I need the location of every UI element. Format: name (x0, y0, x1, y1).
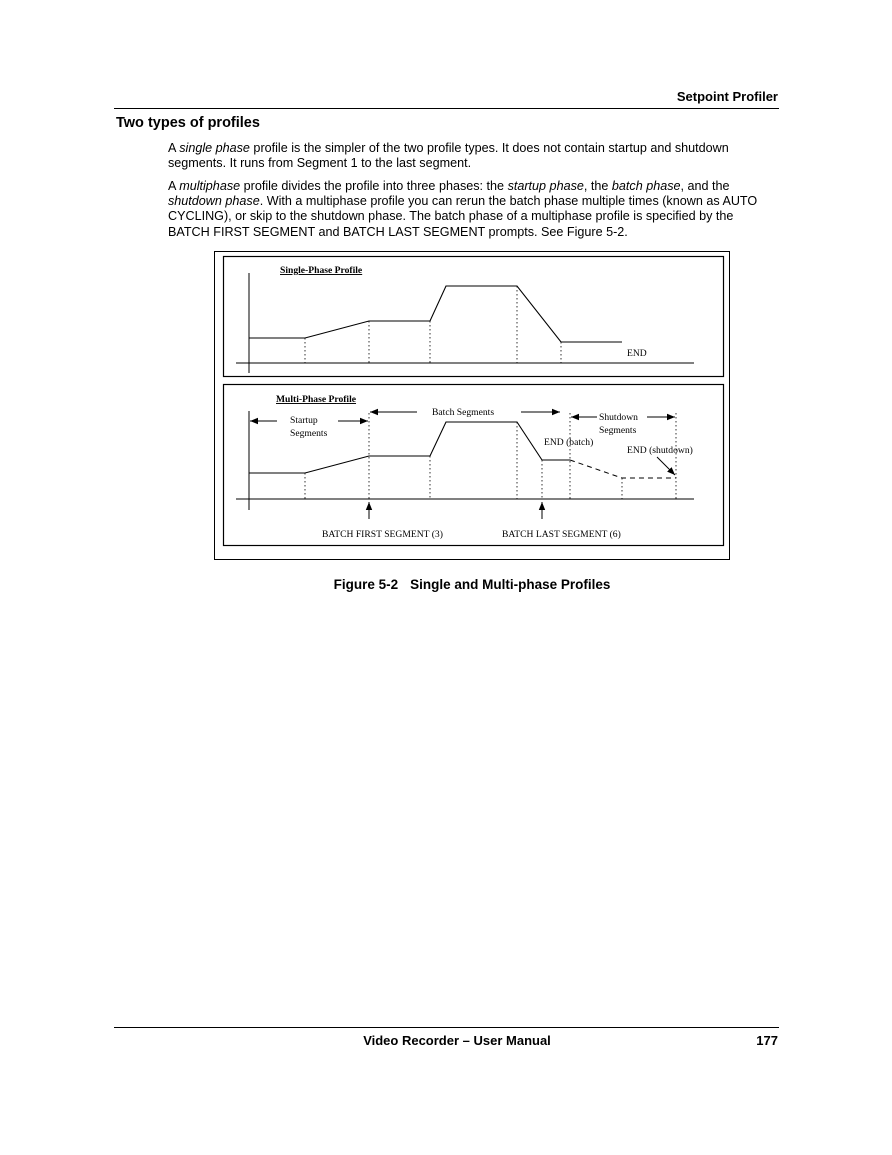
header-rule (114, 108, 779, 109)
profile-figure (214, 251, 730, 561)
end-batch-label: END (batch) (544, 437, 594, 448)
end-shutdown-label: END (shutdown) (627, 445, 693, 456)
paragraph-single-phase: A single phase profile is the simpler of the two profile types. It does not contain startup and shutdown segments. It runs from Segment 1 to the last segment. (168, 141, 729, 171)
single-end-label: END (627, 348, 647, 359)
footer-rule (114, 1027, 779, 1028)
multi-phase-panel (224, 385, 724, 546)
batch-segments-label: Batch Segments (432, 407, 495, 418)
startup-label-line1: Startup (290, 415, 318, 426)
startup-label-line2: Segments (290, 428, 328, 439)
paragraph-multiphase: A multiphase profile divides the profile into three phases: the startup phase, the batch phase, and the shutdown phase. With a multiphase profile you can rerun the batch phase multiple times (known as AUTO CYCLING), or skip to the shutdown phase. The batch phase of a multiphase profile is specified by the BATCH FIRST SEGMENT and BATCH LAST SEGMENT prompts. See Figure 5-2. (168, 179, 758, 239)
running-header: Setpoint Profiler (676, 89, 778, 104)
single-phase-panel (224, 257, 724, 377)
multi-phase-title: Multi-Phase Profile (276, 394, 357, 405)
section-title: Two types of profiles (116, 115, 260, 131)
page-number: 177 (756, 1033, 778, 1048)
batch-last-segment-label: BATCH LAST SEGMENT (6) (502, 529, 621, 540)
shutdown-label-line2: Segments (599, 425, 637, 436)
single-phase-title: Single-Phase Profile (280, 265, 363, 276)
footer-title: Video Recorder – User Manual (363, 1033, 551, 1048)
shutdown-label-line1: Shutdown (599, 412, 638, 423)
batch-first-segment-label: BATCH FIRST SEGMENT (3) (322, 529, 443, 540)
figure-caption: Figure 5-2 Single and Multi-phase Profiles (333, 577, 611, 592)
